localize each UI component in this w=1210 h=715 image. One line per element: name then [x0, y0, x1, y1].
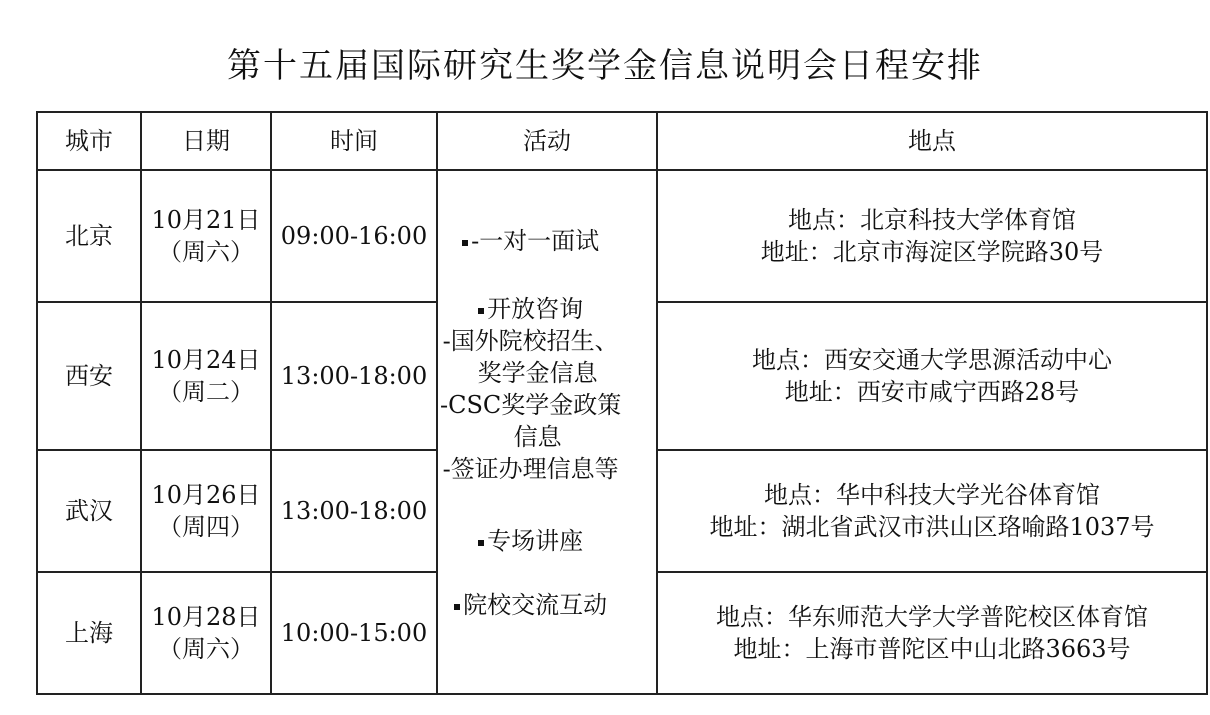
- bullet-icon: [478, 308, 484, 314]
- bullet-icon: [478, 540, 484, 546]
- time-cell: 10:00-15:00: [271, 572, 437, 694]
- schedule-table: [36, 111, 1208, 695]
- weekday-text: （周四）: [158, 513, 254, 541]
- venue-text: 地点：华东师范大学大学普陀校区体育馆: [716, 603, 1148, 631]
- venue-text: 地点：北京科技大学体育馆: [788, 206, 1076, 234]
- location-cell: [657, 170, 1207, 302]
- location-cell: [657, 302, 1207, 450]
- time-cell: 09:00-16:00: [271, 170, 437, 302]
- activity-list: [440, 225, 621, 621]
- address-text: 地址：湖北省武汉市洪山区珞喻路1037号: [709, 513, 1155, 541]
- weekday-text: （周二）: [158, 378, 254, 406]
- header-date: 日期: [141, 112, 271, 170]
- activity-subitem: -签证办理信息等: [442, 455, 619, 483]
- bullet-icon: [454, 604, 460, 610]
- city-cell: 西安: [37, 302, 141, 450]
- city-cell: 上海: [37, 572, 141, 694]
- date-cell: [141, 302, 271, 450]
- activity-subitem: 奖学金信息: [477, 359, 598, 387]
- venue-text: 地点：华中科技大学光谷体育馆: [764, 481, 1100, 509]
- table-header-row: [37, 112, 1207, 170]
- address-text: 地址：上海市普陀区中山北路3663号: [733, 635, 1131, 663]
- date-text: 10月26日: [151, 481, 261, 509]
- header-activity: 活动: [437, 112, 657, 170]
- time-cell: 13:00-18:00: [271, 302, 437, 450]
- weekday-text: （周六）: [158, 635, 254, 663]
- activity-item: 院校交流互动: [440, 589, 621, 621]
- activity-item: -一对一面试: [440, 225, 621, 257]
- page-title: 第十五届国际研究生奖学金信息说明会日程安排: [227, 46, 983, 86]
- date-cell: [141, 170, 271, 302]
- location-cell: [657, 450, 1207, 572]
- date-text: 10月24日: [151, 346, 261, 374]
- bullet-icon: [462, 240, 468, 246]
- time-cell: 13:00-18:00: [271, 450, 437, 572]
- venue-text: 地点：西安交通大学思源活动中心: [752, 346, 1112, 374]
- date-cell: [141, 450, 271, 572]
- date-text: 10月28日: [151, 603, 261, 631]
- activity-item: 开放咨询: [440, 293, 621, 325]
- activity-cell: [437, 170, 657, 694]
- header-time: 时间: [271, 112, 437, 170]
- activity-subitem: -国外院校招生、: [442, 327, 619, 355]
- date-text: 10月21日: [151, 206, 261, 234]
- activity-subitem: -CSC奖学金政策: [440, 391, 622, 419]
- address-text: 地址：西安市咸宁西路28号: [784, 378, 1080, 406]
- activity-item: 专场讲座: [440, 525, 621, 557]
- header-location: 地点: [657, 112, 1207, 170]
- location-cell: [657, 572, 1207, 694]
- city-cell: 武汉: [37, 450, 141, 572]
- date-cell: [141, 572, 271, 694]
- city-cell: 北京: [37, 170, 141, 302]
- address-text: 地址：北京市海淀区学院路30号: [760, 238, 1104, 266]
- weekday-text: （周六）: [158, 238, 254, 266]
- activity-subitem: 信息: [513, 423, 562, 451]
- table-row: [37, 170, 1207, 302]
- header-city: 城市: [37, 112, 141, 170]
